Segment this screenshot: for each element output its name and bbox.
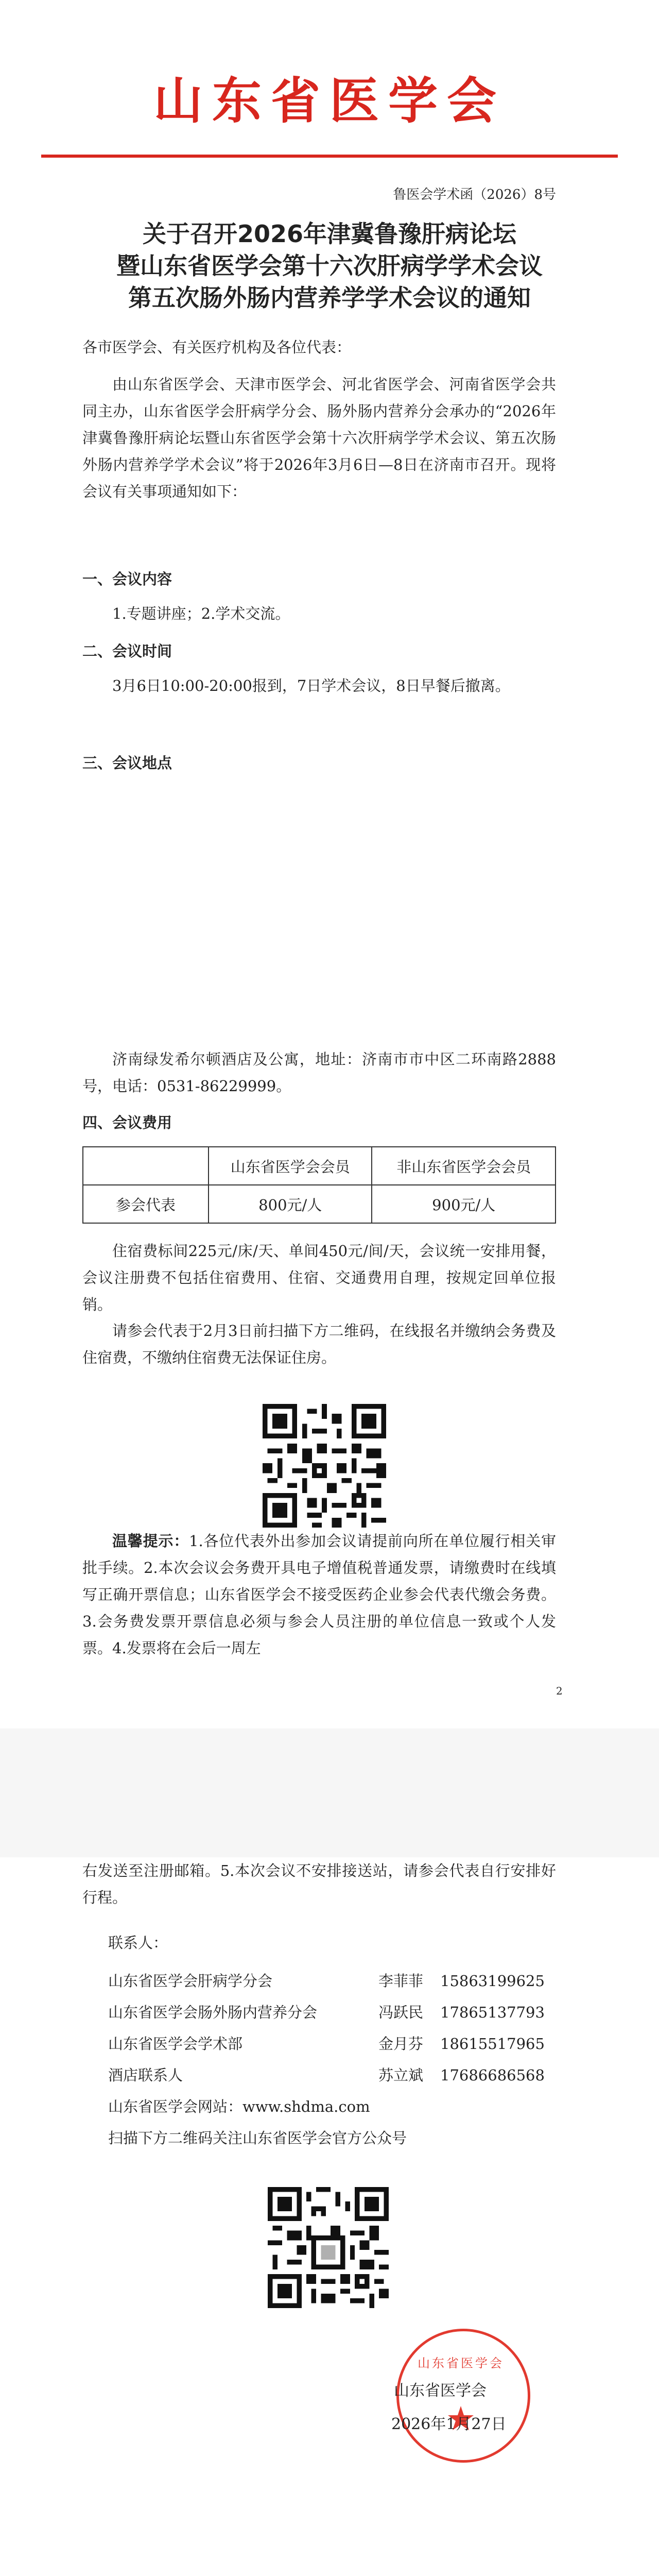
section-2-text: 3月6日10:00-20:00报到，7日学术会议，8日早餐后撤离。 — [112, 677, 510, 694]
section-1-heading: 一、会议内容 — [82, 570, 172, 588]
contact-row — [108, 2060, 571, 2091]
document-number: 鲁医会学术函（2026）8号 — [393, 187, 556, 202]
page-3 — [0, 1857, 659, 2576]
website-line — [108, 2091, 571, 2123]
accommodation-text: 住宿费标间225元/床/天、单间450元/间/天，会议统一安排用餐，会议注册费不包括住宿费用、住宿、交通费用自理，按规定回单位报销。 — [82, 1242, 556, 1313]
registration-text: 请参会代表于2月3日前扫描下方二维码，在线报名并缴纳会务费及住宿费，不缴纳住宿费无法保证住房。 — [82, 1322, 556, 1366]
contact-row — [108, 1997, 571, 2028]
contact-row — [108, 1965, 571, 1997]
contact-phone: 17686686568 — [440, 2066, 545, 2084]
contact-phone: 17865137793 — [440, 2004, 545, 2021]
contact-unit: 山东省医学会肠外肠内营养分会 — [108, 2004, 318, 2021]
fee-table-header-cell — [83, 1147, 209, 1185]
fee-table-header-row — [83, 1147, 556, 1185]
signature-org: 山东省医学会 — [394, 2382, 487, 2400]
fee-table-header-cell: 非山东省医学会会员 — [372, 1147, 556, 1185]
contacts-list — [108, 1965, 571, 2154]
official-account-qr-code[interactable] — [268, 2187, 389, 2308]
fee-table — [82, 1146, 556, 1224]
title-line-3: 第五次肠外肠内营养学学术会议的通知 — [128, 284, 531, 312]
contact-unit: 山东省医学会学术部 — [108, 2035, 243, 2053]
seal-text: 山东省医学会 — [418, 2356, 504, 2370]
section-4-heading: 四、会议费用 — [82, 1114, 172, 1131]
reminder-text: 1.各位代表外出参加会议请提前向所在单位履行相关审批手续。2.本次会议会务费开具电子增值税普通发票，请缴费时在线填写正确开票信息；山东省医学会不接受医药企业参会代表代缴会务费。3.会务费发票开票信息必须与参会人员注册的单位信息一致或个人发票。4.发票将在会后一周左 — [82, 1532, 556, 1657]
contacts-label: 联系人： — [108, 1934, 168, 1952]
intro-paragraph: 由山东省医学会、天津市医学会、河北省医学会、河南省医学会共同主办，山东省医学会肝病学分会、肠外肠内营养分会承办的“2026年津冀鲁豫肝病论坛暨山东省医学会第十六次肝病学学术会议、第五次肠外肠内营养学学术会议”将于2026年3月6日—8日在济南市召开。现将会议有关事项通知如下： — [82, 376, 556, 500]
contact-name: 苏立斌 — [378, 2066, 424, 2084]
fee-table-cell: 参会代表 — [83, 1185, 209, 1223]
letterhead-org: 山东省医学会 — [153, 72, 506, 130]
section-3-heading: 三、会议地点 — [82, 754, 172, 772]
contact-unit: 山东省医学会肝病学分会 — [108, 1972, 273, 1990]
contact-phone: 15863199625 — [440, 1972, 545, 1990]
contact-name: 冯跃民 — [378, 2004, 424, 2021]
fee-table-header-cell: 山东省医学会会员 — [209, 1147, 372, 1185]
title-line-2: 暨山东省医学会第十六次肝病学学术会议 — [116, 252, 543, 280]
contact-name: 金月芬 — [378, 2035, 424, 2053]
title-line-1: 关于召开2026年津冀鲁豫肝病论坛 — [142, 220, 517, 248]
contact-unit: 酒店联系人 — [108, 2066, 183, 2084]
salutation: 各市医学会、有关医疗机构及各位代表： — [82, 338, 352, 356]
fee-table-cell: 900元/人 — [372, 1185, 556, 1223]
website-text[interactable]: 山东省医学会网站：www.shdma.com — [108, 2098, 370, 2115]
reminder-label: 温馨提示： — [112, 1532, 189, 1550]
letterhead-divider — [41, 155, 618, 158]
reminder-paragraph — [82, 1528, 556, 1662]
qr-note: 扫描下方二维码关注山东省医学会官方公众号 — [108, 2129, 407, 2147]
section-2-heading: 二、会议时间 — [82, 642, 172, 660]
contact-phone: 18615517965 — [440, 2035, 545, 2053]
contact-row — [108, 2028, 571, 2060]
page-number-2: 2 — [556, 1685, 563, 1697]
page-gap — [0, 1728, 659, 1857]
registration-qr-code[interactable] — [263, 1404, 386, 1528]
reminder-continuation: 右发送至注册邮箱。5.本次会议不安排接送站，请参会代表自行安排好行程。 — [82, 1862, 556, 1906]
fee-table-row — [83, 1185, 556, 1223]
section-1-text: 1.专题讲座；2.学术交流。 — [112, 605, 290, 622]
signature-date: 2026年1月27日 — [391, 2415, 507, 2433]
fee-table-cell: 800元/人 — [209, 1185, 372, 1223]
contact-name: 李菲菲 — [378, 1972, 424, 1990]
section-3-text: 济南绿发希尔顿酒店及公寓，地址：济南市市中区二环南路2888号，电话：0531-86229999。 — [82, 1050, 556, 1095]
